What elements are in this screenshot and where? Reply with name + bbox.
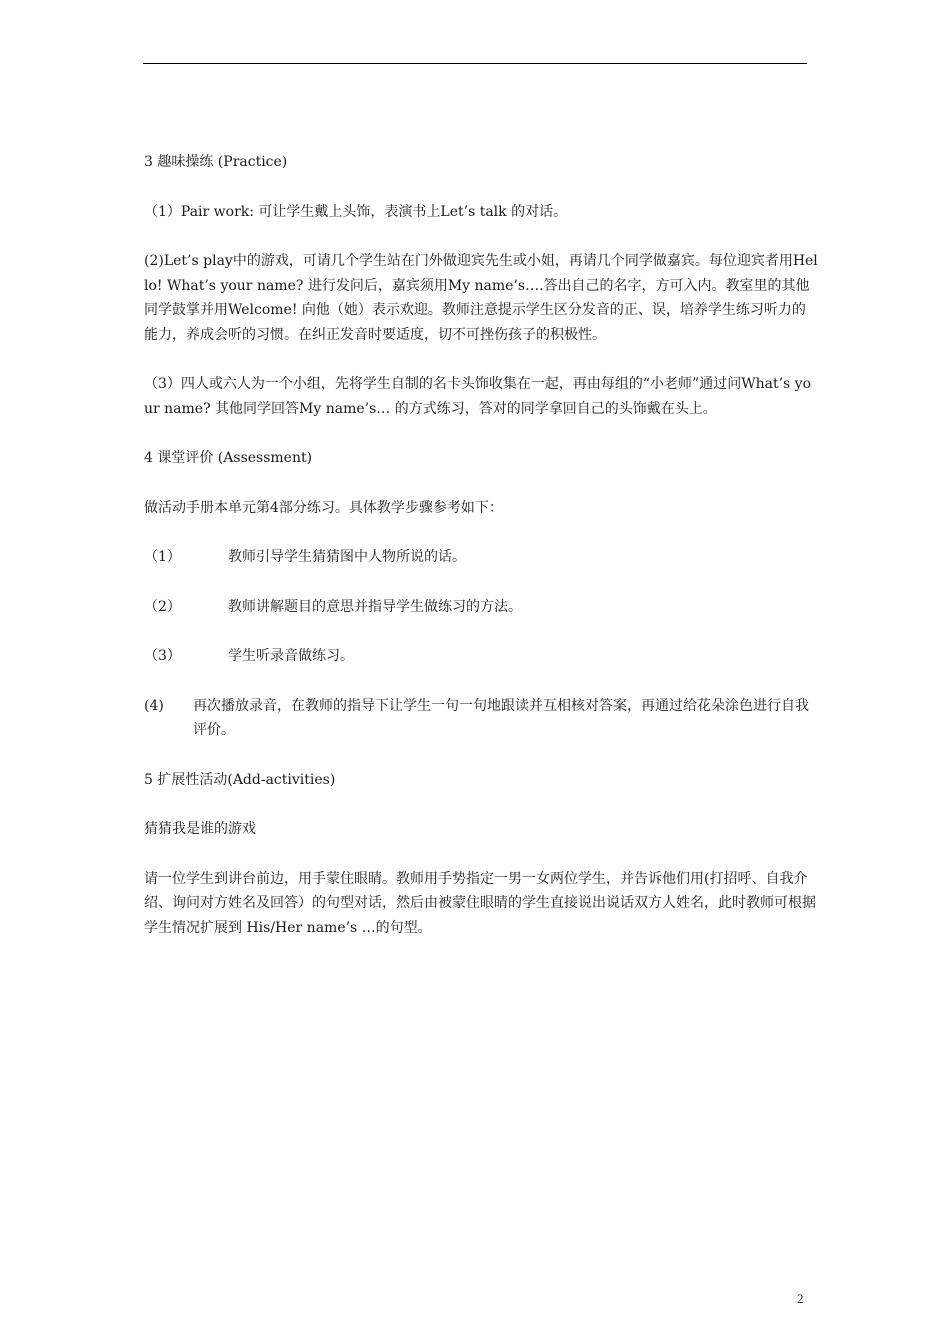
section-5-subheading: 猜猜我是谁的游戏: [144, 821, 256, 837]
section-4-heading: 4 课堂评价 (Assessment): [144, 450, 313, 466]
step-item: [144, 644, 819, 669]
section-4-intro: 做活动手册本单元第4部分练习。具体教学步骤参考如下：: [144, 499, 503, 516]
page-number: 2: [797, 1291, 804, 1306]
step-number: （2）: [144, 598, 181, 615]
section-5-heading: 5 扩展性活动(Add-activities): [144, 771, 336, 788]
step-text: 教师引导学生猜猜图中人物所说的话。: [228, 549, 466, 565]
step-item: [144, 545, 819, 570]
step-item: [144, 595, 819, 620]
step-number: （1）: [144, 549, 181, 565]
step-number: （3）: [144, 648, 181, 664]
step-text: 学生听录音做练习。: [228, 648, 354, 664]
section-3-heading: 3 趣味操练 (Practice): [144, 154, 288, 170]
section-5-game-description: 请一位学生到讲台前边，用手蒙住眼睛。教师用手势指定一男一女两位学生，并告诉他们用(打招呼、自我介绍、询问对方姓名及回答）的句型对话，然后由被蒙住眼睛的学生直接说出说话双方人姓名，此时教师可根据学生情况扩展到 His/Her name’s …的句型。: [144, 870, 816, 936]
step-item: [144, 694, 819, 743]
step-text: 教师讲解题目的意思并指导学生做练习的方法。: [228, 598, 522, 615]
header-rule: [143, 63, 807, 64]
step-text: 再次播放录音，在教师的指导下让学生一句一句地跟读并互相核对答案，再通过给花朵涂色进行自我评价。: [193, 697, 809, 738]
document-body: [144, 150, 819, 965]
section-3-group-practice: （3）四人或六人为一个小组，先将学生自制的名卡头饰收集在一起，再由每组的“小老师”通过问What’s your name? 其他同学回答My name’s… 的方式练习，答对的同学拿回自己的头饰戴在头上。: [144, 376, 812, 417]
step-number: (4): [144, 697, 164, 714]
section-3-lets-play: (2)Let’s play中的游戏，可请几个学生站在门外做迎宾先生或小姐，再请几个同学做嘉宾。每位迎宾者用Hello! What’s your name? 进行发问后，嘉宾须用My name’s….答出自己的名字，方可入内。教室里的其他同学鼓掌并用Welcome! 向他（她）表示欢迎。教师注意提示学生区分发音的正、误，培养学生练习听力的能力，养成会听的习惯。在纠正发音时要适度，切不可挫伤孩子的积极性。: [144, 253, 818, 343]
section-3-pair-work: （1）Pair work: 可让学生戴上头饰，表演书上Let’s talk 的对话。: [144, 203, 568, 220]
